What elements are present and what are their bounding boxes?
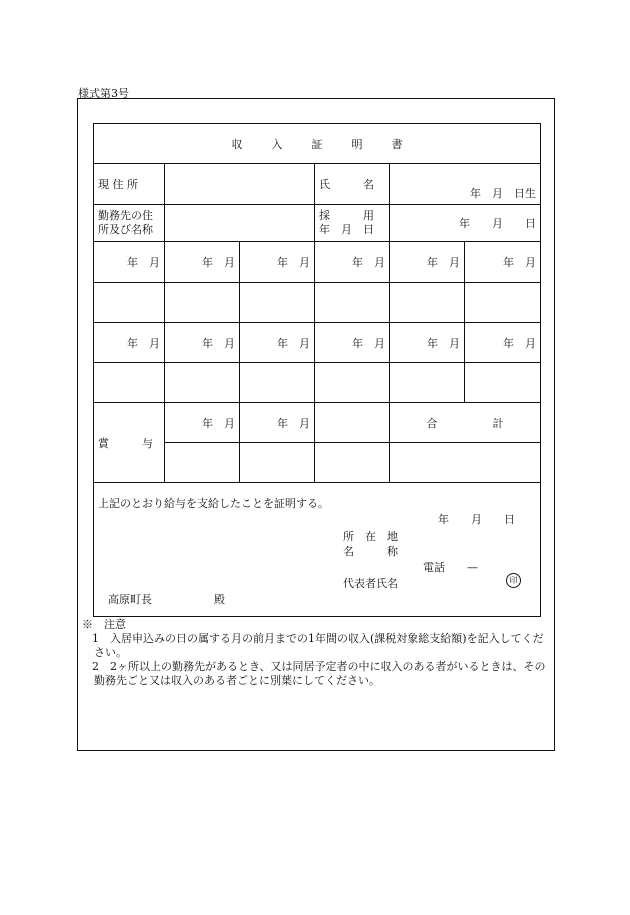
- employer-label: 勤務先の住 所及び名称: [94, 205, 165, 242]
- month-amount-field[interactable]: [240, 363, 315, 403]
- total-label: 合 計: [390, 403, 541, 443]
- month-header: 年 月: [390, 242, 465, 283]
- month-amount-field[interactable]: [94, 283, 165, 323]
- name-birth-field[interactable]: [390, 164, 541, 205]
- bonus-amount-field[interactable]: [240, 443, 315, 483]
- note-item-1: 1 入居申込みの日の属する月の前月までの1年間の収入(課税対象総支給額)を記入してください。: [92, 632, 544, 659]
- current-address-label: 現 住 所: [94, 164, 165, 205]
- month-header: 年 月: [240, 242, 315, 283]
- name-label: 氏 名: [315, 164, 390, 205]
- seal-mark: 印: [506, 573, 521, 588]
- month-amount-field[interactable]: [240, 283, 315, 323]
- bonus-label: 賞 与: [94, 403, 165, 483]
- month-amount-field[interactable]: [465, 363, 541, 403]
- bonus-amount-field[interactable]: [315, 443, 390, 483]
- bonus-amount-field[interactable]: [165, 443, 240, 483]
- month-header: 年 月: [390, 323, 465, 363]
- bonus-month-header: 年 月: [165, 403, 240, 443]
- month-header: 年 月: [94, 242, 165, 283]
- month-header: 年 月: [165, 242, 240, 283]
- month-amount-field[interactable]: [165, 363, 240, 403]
- month-header: 年 月: [165, 323, 240, 363]
- month-header: 年 月: [94, 323, 165, 363]
- representative-label: 代表者氏名: [343, 576, 398, 590]
- hire-date-field[interactable]: 年 月 日: [390, 205, 541, 242]
- month-amount-field[interactable]: [465, 283, 541, 323]
- location-label: 所 在 地: [343, 529, 398, 543]
- phone-label: 電話 —: [423, 560, 478, 574]
- notes-header: ※ 注意: [82, 618, 126, 631]
- month-amount-field[interactable]: [390, 283, 465, 323]
- certification-section: [94, 483, 541, 617]
- month-amount-field[interactable]: [94, 363, 165, 403]
- addressee-label: 高原町長: [108, 592, 152, 606]
- month-amount-field[interactable]: [315, 283, 390, 323]
- month-header: 年 月: [240, 323, 315, 363]
- honorific-label: 殿: [214, 592, 225, 606]
- month-amount-field[interactable]: [315, 363, 390, 403]
- certification-statement: 上記のとおり給与を支給したことを証明する。: [98, 496, 329, 510]
- bonus-extra-header: [315, 403, 390, 443]
- current-address-field[interactable]: [165, 164, 315, 205]
- month-header: 年 月: [465, 323, 541, 363]
- birth-date-label: 年 月 日生: [470, 187, 537, 200]
- note-item-2: 2 2ヶ所以上の勤務先があるとき、又は同居予定者の中に収入のある者がいるときは、その勤務先ごと又は収入のある者ごとに別葉にしてください。: [92, 660, 546, 687]
- form-number: 様式第3号: [78, 87, 129, 100]
- income-certificate-table: [93, 123, 541, 617]
- employer-field[interactable]: [165, 205, 315, 242]
- notes-section: [82, 618, 552, 688]
- total-amount-field[interactable]: [390, 443, 541, 483]
- month-amount-field[interactable]: [390, 363, 465, 403]
- month-header: 年 月: [465, 242, 541, 283]
- month-header: 年 月: [315, 242, 390, 283]
- month-amount-field[interactable]: [165, 283, 240, 323]
- form-title: 収 入 証 明 書: [94, 124, 541, 164]
- company-name-label: 名 称: [343, 544, 398, 558]
- certification-date[interactable]: 年 月 日: [438, 512, 515, 526]
- month-header: 年 月: [315, 323, 390, 363]
- bonus-month-header: 年 月: [240, 403, 315, 443]
- hire-date-label: 採 用 年 月 日: [315, 205, 390, 242]
